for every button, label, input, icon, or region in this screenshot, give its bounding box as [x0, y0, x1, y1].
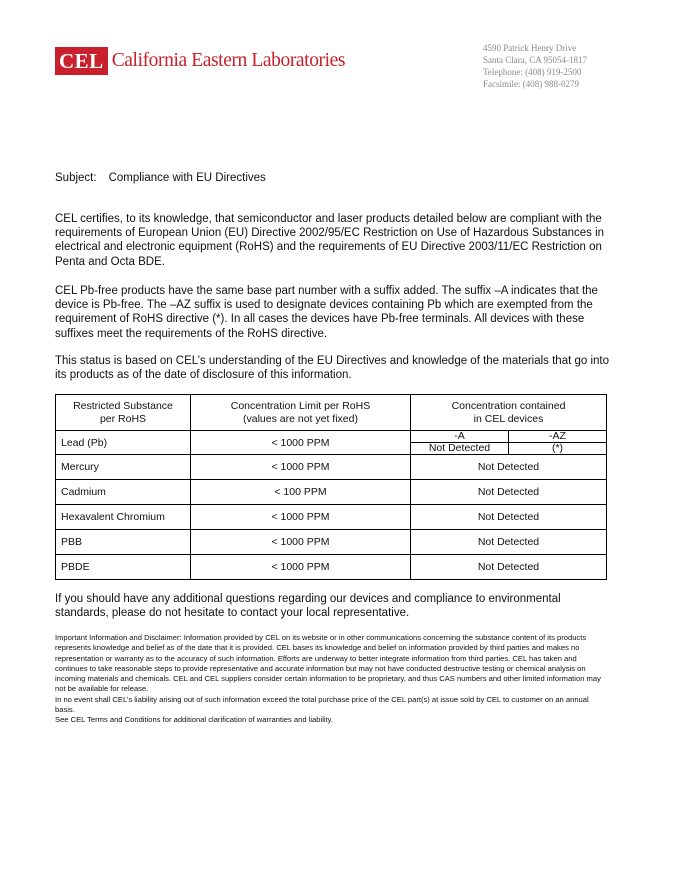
logo-company-name: California Eastern Laboratories [111, 50, 346, 71]
substance-cell: PBDE [56, 555, 191, 580]
lead-limit-cell: < 1000 PPM [191, 431, 411, 455]
substance-cell: Cadmium [56, 480, 191, 505]
substance-cell: Mercury [56, 455, 191, 480]
header-contained: Concentration contained in CEL devices [411, 395, 607, 431]
contained-cell: Not Detected [411, 455, 607, 480]
rohs-compliance-table [55, 394, 607, 580]
contained-cell: Not Detected [411, 480, 607, 505]
pb-free-paragraph: CEL Pb-free products have the same base part number with a suffix added. The suffix –A indicates that the device is Pb-free. The –AZ suffix is used to designate devices containing Pb which are exempted from the requirement of RoHS directive (*). In all cases the devices have Pb-free terminals. All devices with these suffixes meet the requirements of the RoHS directive. [55, 285, 598, 340]
contained-cell: Not Detected [411, 555, 607, 580]
limit-cell: < 1000 PPM [191, 505, 411, 530]
disclaimer-liability: In no event shall CEL’s liability arising out of such information exceed the total purchase price of the CEL part(s) at issue sold by CEL to customer on an annual basis. [55, 694, 589, 715]
header-substance: Restricted Substance per RoHS [56, 395, 191, 431]
limit-cell: < 1000 PPM [191, 530, 411, 555]
limit-cell: < 1000 PPM [191, 455, 411, 480]
lead-value-az-cell: (*) [509, 443, 607, 455]
suffix-a-cell: -A [411, 431, 509, 443]
subject-text: Compliance with EU Directives [108, 172, 266, 184]
company-logo [55, 47, 345, 75]
substance-cell: Hexavalent Chromium [56, 505, 191, 530]
table-header-row [56, 395, 607, 431]
limit-cell: < 1000 PPM [191, 555, 411, 580]
table-row [56, 530, 607, 555]
table-row [56, 455, 607, 480]
lead-substance-cell: Lead (Pb) [56, 431, 191, 455]
header-limit: Concentration Limit per RoHS (values are not yet fixed) [191, 395, 411, 431]
logo-abbreviation: CEL [55, 47, 108, 75]
disclaimer-terms: See CEL Terms and Conditions for additional clarification of warranties and liability. [55, 715, 334, 725]
table-row [56, 480, 607, 505]
contained-cell: Not Detected [411, 505, 607, 530]
address-city: Santa Clara, CA 95054-1817 [483, 55, 587, 65]
lead-value-a-cell: Not Detected [411, 443, 509, 455]
subject-line [55, 172, 266, 184]
certification-paragraph: CEL certifies, to its knowledge, that semiconductor and laser products detailed below are compliant with the requirements of European Union (EU) Directive 2002/95/EC Restriction on Use of Hazardous Substances in electrical and electronic equipment (RoHS) and the requirements of EU Directive 2003/11/EC Restriction on Penta and Octa BDE. [55, 213, 605, 268]
disclaimer-block [55, 633, 610, 726]
limit-cell: < 100 PPM [191, 480, 411, 505]
table-row [56, 505, 607, 530]
table-row [56, 555, 607, 580]
substance-cell: PBB [56, 530, 191, 555]
status-paragraph: This status is based on CEL’s understanding of the EU Directives and knowledge of the materials that go into its products as of the date of disclosure of this information. [55, 355, 610, 382]
disclaimer-main: Important Information and Disclaimer: Information provided by CEL on its website or in other communications concerning the substance content of its products represents knowledge and belief as of the date that it is provided. CEL bases its knowledge and belief on information provided by third parties and makes no representation or warranty as to the accuracy of such information. Efforts are underway to better integrate information from third parties. CEL has taken and continues to take reasonable steps to provide representative and accurate information but may not have conducted destructive testing or chemical analysis on incoming materials and chemicals. CEL and CEL suppliers consider certain information to be proprietary, and thus CAS numbers and other limited information may not be available for release. [55, 633, 601, 694]
address-street: 4590 Patrick Henry Drive [483, 43, 577, 53]
contact-paragraph: If you should have any additional questions regarding our devices and compliance to environmental standards, please do not hesitate to contact your local representative. [55, 593, 561, 620]
address-telephone: Telephone: (408) 919-2500 [483, 67, 582, 77]
address-facsimile: Facsimile: (408) 988-0279 [483, 79, 579, 89]
company-address [483, 42, 587, 90]
subject-label: Subject: [55, 172, 97, 184]
contained-cell: Not Detected [411, 530, 607, 555]
suffix-az-cell: -AZ [509, 431, 607, 443]
table-row-lead-suffix [56, 431, 607, 443]
